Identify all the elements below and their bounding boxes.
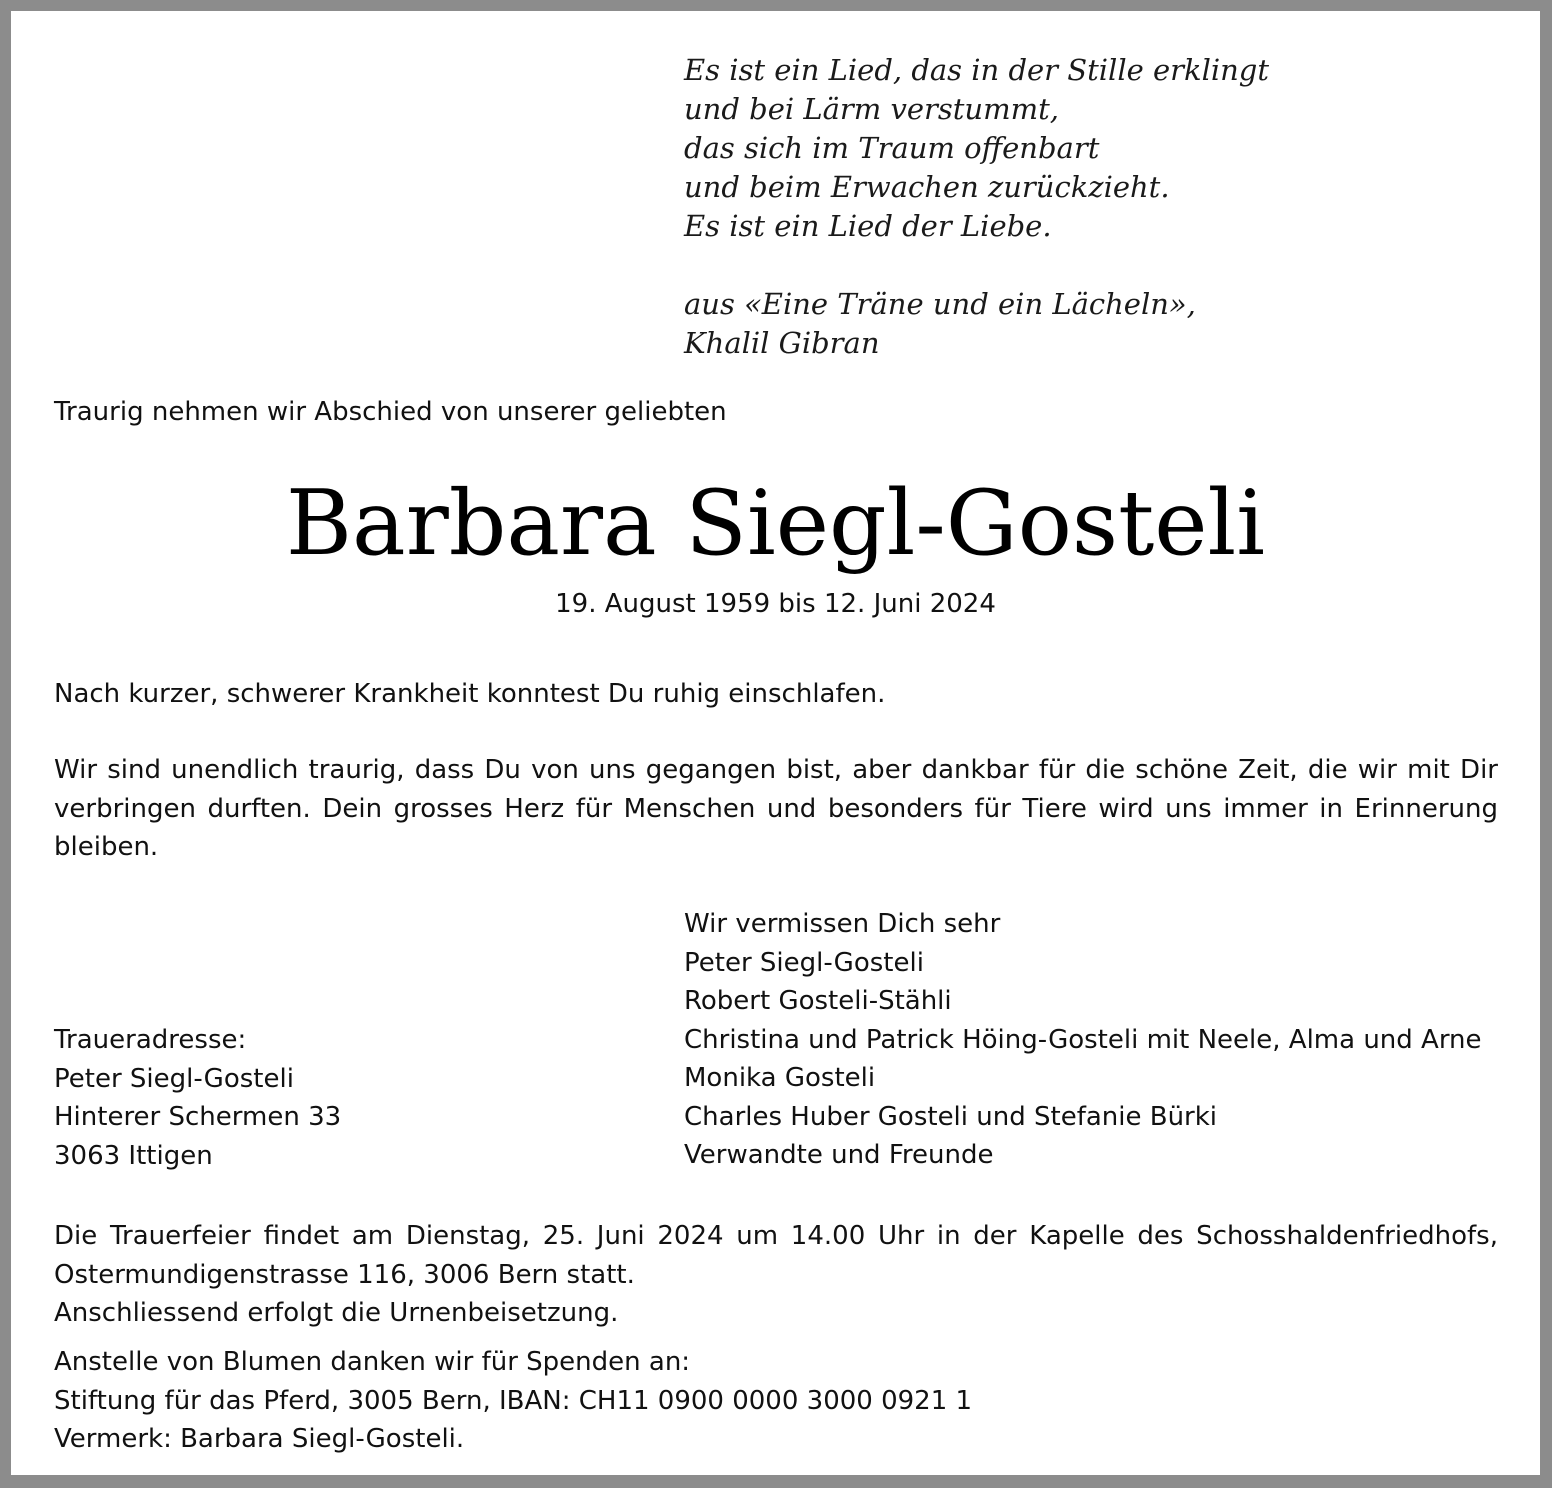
mourner: Robert Gosteli-Stähli	[684, 986, 952, 1016]
message-line: Nach kurzer, schwerer Krankheit konntest Du ruhig einschlafen.	[54, 679, 886, 709]
message-paragraph	[54, 675, 1498, 714]
gratitude-line: verbringen durften. Dein grosses Herz für Menschen und besonders für Tiere wird uns immer in Erinnerung	[54, 793, 1498, 824]
mourner: Verwandte und Freunde	[684, 1140, 994, 1170]
donation-paragraph	[54, 1343, 1498, 1459]
ceremony-line: Anschliessend erfolgt die Urnenbeisetzung.	[54, 1298, 619, 1328]
mourner: Peter Siegl-Gosteli	[684, 947, 924, 978]
ceremony-paragraph	[54, 1217, 1498, 1333]
deceased-name: Barbara Siegl-Gosteli	[285, 471, 1266, 576]
mourner: Monika Gosteli	[684, 1063, 876, 1093]
poem-source: aus «Eine Träne und ein Lächeln»,	[684, 287, 1196, 321]
poem-line: Es ist ein Lied der Liebe.	[684, 209, 1052, 243]
ceremony-line: Die Trauerfeier findet am Dienstag, 25. Juni 2024 um 14.00 Uhr in der Kapelle des Schosshaldenfriedhofs,	[54, 1221, 1498, 1251]
intro-text: Traurig nehmen wir Abschied von unserer geliebten	[54, 397, 727, 427]
poem-spacer	[684, 246, 1484, 285]
ceremony-line: Ostermundigenstrasse 116, 3006 Bern statt.	[54, 1259, 635, 1290]
address-label: Traueradresse:	[54, 1025, 247, 1055]
gratitude-line: Wir sind unendlich traurig, dass Du von uns gegangen bist, aber dankbar für die schöne Zeit, die wir mit Dir	[54, 755, 1498, 785]
gratitude-line: bleiben.	[54, 832, 159, 862]
mourners-list	[684, 905, 1482, 1175]
life-dates: 19. August 1959 bis 12. Juni 2024	[555, 589, 996, 619]
poem-line: das sich im Traum offenbart	[684, 131, 1100, 165]
mourning-address	[54, 1021, 341, 1175]
gratitude-paragraph	[54, 751, 1498, 867]
address-name: Peter Siegl-Gosteli	[54, 1063, 294, 1094]
donation-line: Stiftung für das Pferd, 3005 Bern, IBAN: CH11 0900 0000 3000 0921 1	[54, 1385, 973, 1416]
address-street: Hinterer Schermen 33	[54, 1102, 342, 1132]
poem-line: und beim Erwachen zurückzieht.	[684, 170, 1170, 204]
mourner: Christina und Patrick Höing-Gosteli mit Neele, Alma und Arne	[684, 1024, 1482, 1055]
donation-line: Anstelle von Blumen danken wir für Spenden an:	[54, 1347, 691, 1377]
obituary-notice	[11, 11, 1540, 1475]
donation-line: Vermerk: Barbara Siegl-Gosteli.	[54, 1424, 465, 1454]
poem-line: Es ist ein Lied, das in der Stille erklingt	[684, 53, 1270, 87]
mourners-heading: Wir vermissen Dich sehr	[684, 909, 1001, 939]
poem-author: Khalil Gibran	[684, 326, 880, 360]
poem-line: und bei Lärm verstummt,	[684, 92, 1059, 126]
address-city: 3063 Ittigen	[54, 1140, 213, 1171]
mourner: Charles Huber Gosteli und Stefanie Bürki	[684, 1101, 1218, 1132]
poem-quote	[684, 51, 1484, 363]
